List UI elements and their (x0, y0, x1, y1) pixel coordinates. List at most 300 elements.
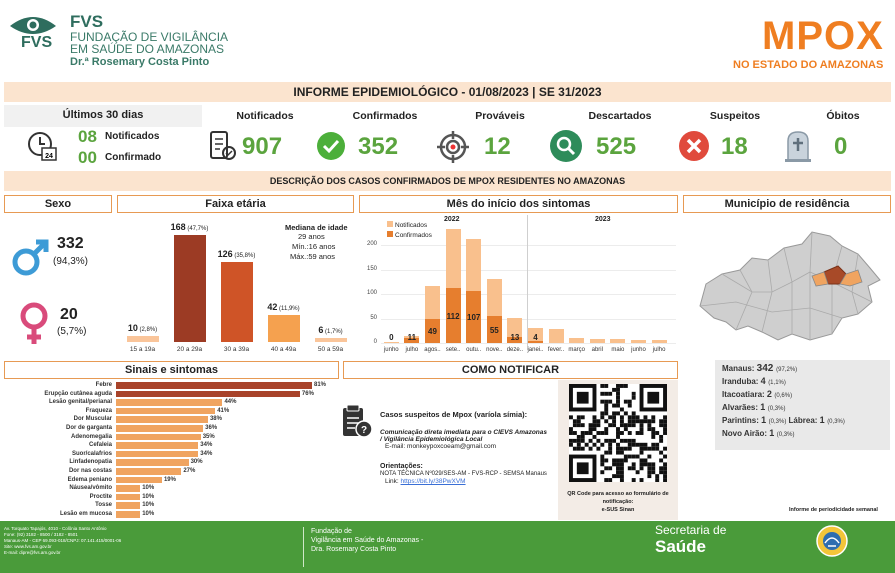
org-line-3: Dr.ª Rosemary Costa Pinto (70, 56, 210, 68)
municipio-count: 342 (756, 363, 777, 374)
sign-category-label: Náusea/vômito (69, 485, 112, 492)
municipio-row (722, 415, 892, 428)
kpi-confirmed-label: Confirmados (352, 110, 418, 122)
qr-module (600, 443, 604, 447)
qr-module (647, 462, 651, 466)
qr-caption-2: notificação: (602, 499, 634, 505)
qr-module (616, 435, 620, 439)
kpi-deaths-value: 0 (834, 133, 848, 160)
municipio-pct: (97,2%) (776, 367, 798, 373)
qr-module (640, 443, 644, 447)
calendar-number: 24 (45, 153, 53, 160)
municipio-name: Lábrea: (788, 416, 820, 425)
qr-module (663, 423, 667, 427)
qr-module (636, 431, 640, 435)
qr-module (569, 431, 573, 435)
municipio-name: Manaus: (722, 364, 757, 373)
qr-module (628, 443, 632, 447)
age-panel-title: Faixa etária (117, 195, 354, 213)
municipio-count: 4 (760, 376, 769, 386)
qr-module (616, 451, 620, 455)
qr-module (569, 443, 573, 447)
qr-module (600, 411, 604, 415)
age-bar-value: 10 (127, 322, 138, 333)
phone-clipboard-icon (203, 128, 239, 164)
qr-module (624, 427, 628, 431)
notify-link[interactable]: https://bit.ly/38PwXVM (400, 478, 466, 485)
qr-module (628, 447, 632, 451)
qr-module (640, 419, 644, 423)
qr-module (608, 443, 612, 447)
sign-pct-label: 38% (209, 416, 222, 423)
month-category-label: janei.. (527, 347, 544, 353)
sign-category-label: Febre (95, 382, 112, 388)
age-bar-pct: (11,9%) (277, 306, 300, 313)
qr-module (651, 443, 655, 447)
qr-module (643, 462, 647, 466)
qr-module (624, 439, 628, 443)
qr-module (604, 404, 608, 408)
qr-module (600, 458, 604, 462)
qr-module (632, 443, 636, 447)
qr-module (647, 392, 659, 404)
qr-module (620, 458, 624, 462)
year-2023-label: 2023 (595, 216, 611, 223)
qr-module (608, 478, 612, 482)
female-pct: (5,7%) (57, 326, 87, 337)
qr-module (663, 470, 667, 474)
qr-module (600, 415, 604, 419)
month-bar-notified (610, 339, 625, 343)
age-category-label: 40 a 49a (270, 346, 297, 353)
qr-module (581, 423, 585, 427)
kpi-discarded-value: 525 (596, 133, 637, 160)
qr-module (659, 458, 663, 462)
footer-fundacao-1: Fundação de (311, 528, 352, 535)
notify-question-mark: ? (360, 425, 368, 436)
month-confirmed-label: 112 (446, 311, 460, 321)
qr-module (593, 419, 597, 423)
qr-module (640, 466, 644, 470)
qr-module (608, 400, 612, 404)
sign-bar (116, 468, 181, 475)
municipio-name: Novo Airão: (722, 429, 770, 438)
age-bar (127, 336, 159, 342)
qr-module (659, 470, 663, 474)
age-chart (117, 215, 354, 360)
tombstone-icon (783, 129, 813, 163)
qr-module (604, 466, 608, 470)
check-circle-icon (316, 131, 346, 161)
qr-module (647, 447, 651, 451)
municipio-list (722, 363, 892, 441)
qr-module (612, 404, 616, 408)
qr-module (620, 451, 624, 455)
qr-module (600, 462, 604, 466)
qr-module (616, 396, 620, 400)
municipio-name: Alvarães: (722, 403, 761, 412)
month-ytick: 100 (366, 290, 377, 297)
municipio-pct: (0,3%) (767, 406, 786, 412)
qr-module (647, 423, 651, 427)
qr-module (604, 431, 608, 435)
qr-module (647, 470, 651, 474)
year-2022-label: 2022 (444, 216, 460, 223)
male-icon (10, 238, 50, 278)
notify-email: E-mail: monkeypoxcoeam@gmail.com (385, 443, 496, 450)
qr-module (659, 466, 663, 470)
qr-module (628, 400, 632, 404)
sign-pct-label: 19% (163, 476, 176, 483)
age-category-label: 15 a 19a (129, 346, 156, 353)
sign-pct-label: 30% (190, 459, 203, 466)
sign-pct-label: 10% (142, 485, 155, 492)
municipio-panel-title: Município de residência (683, 195, 891, 213)
qr-module (608, 392, 612, 396)
qr-module (659, 423, 663, 427)
qr-module (620, 447, 624, 451)
qr-module (604, 384, 608, 388)
month-bar-notified (384, 342, 399, 343)
qr-module (643, 447, 647, 451)
footer-address-4: Site: www.fvs.am.gov.br (4, 544, 52, 549)
month-category-label: nove.. (486, 347, 503, 353)
footer (0, 521, 895, 573)
sign-bar (116, 442, 198, 449)
age-bar-value: 126 (217, 248, 233, 259)
qr-module (608, 447, 612, 451)
qr-module (651, 415, 655, 419)
kpi-discarded-label: Descartados (588, 110, 652, 122)
qr-module (636, 470, 640, 474)
qr-module (647, 455, 651, 459)
qr-module (616, 392, 620, 396)
qr-module (612, 474, 616, 478)
qr-module (651, 435, 655, 439)
qr-module (655, 474, 659, 478)
qr-module (573, 431, 577, 435)
sign-pct-label: 10% (142, 493, 155, 500)
target-icon (436, 130, 470, 164)
qr-module (647, 427, 651, 431)
qr-module (596, 431, 600, 435)
month-ytick: 200 (366, 241, 377, 248)
qr-module (640, 478, 644, 482)
sign-bar (116, 416, 208, 423)
month-panel-title: Mês do início dos sintomas (359, 195, 678, 213)
footer-address-1: Av. Torquato Tapajós, 4010 - Colônia Santo Antônio (4, 526, 107, 531)
qr-module (600, 431, 604, 435)
sign-category-label: Dor de garganta (65, 425, 112, 431)
qr-module (616, 404, 620, 408)
qr-module (659, 451, 663, 455)
qr-module (632, 411, 636, 415)
qr-module (632, 415, 636, 419)
kpi-probable-value: 12 (484, 133, 511, 160)
qr-module (616, 427, 620, 431)
qr-module (577, 419, 581, 423)
qr-module (624, 423, 628, 427)
qr-module (589, 423, 593, 427)
notify-nota: NOTA TÉCNICA Nº029/SES-AM - FVS-RCP - SEMSA Manaus (380, 471, 547, 477)
qr-module (616, 474, 620, 478)
qr-module (647, 466, 651, 470)
sign-bar (116, 434, 201, 441)
municipio-name: Parintins: (722, 416, 762, 425)
state-coat-of-arms-icon (815, 524, 849, 558)
qr-module (573, 447, 577, 451)
qr-module (585, 443, 589, 447)
month-category-label: maio (611, 347, 625, 353)
qr-module (604, 411, 608, 415)
qr-module (640, 458, 644, 462)
age-max: Máx.:59 anos (290, 252, 336, 261)
sign-pct-label: 44% (224, 399, 237, 406)
qr-code[interactable] (569, 384, 667, 482)
qr-module (604, 451, 608, 455)
sign-bar (116, 459, 189, 466)
qr-module (636, 455, 640, 459)
qr-module (604, 458, 608, 462)
qr-module (593, 427, 597, 431)
footer-secretaria-2: Saúde (655, 537, 707, 556)
age-bar-value: 42 (267, 302, 278, 313)
org-abbr: FVS (70, 12, 104, 31)
sign-bar (116, 425, 203, 432)
sign-category-label: Adenomegalia (70, 433, 112, 440)
qr-module (616, 400, 620, 404)
qr-module (632, 423, 636, 427)
qr-module (636, 415, 640, 419)
org-line-2: EM SAÚDE DO AMAZONAS (70, 42, 225, 56)
qr-module (628, 423, 632, 427)
section-title: DESCRIÇÃO DOS CASOS CONFIRMADOS DE MPOX RESIDENTES NO AMAZONAS (4, 171, 891, 191)
qr-module (612, 415, 616, 419)
notify-panel-title: COMO NOTIFICAR (343, 361, 678, 379)
qr-module (593, 415, 597, 419)
qr-module (612, 411, 616, 415)
qr-module (616, 462, 620, 466)
municipio-row (722, 363, 892, 376)
qr-module (608, 451, 612, 455)
kpi-suspect-value: 18 (721, 133, 748, 160)
sign-bar (116, 382, 312, 389)
qr-module (628, 419, 632, 423)
age-bar-pct: (1,7%) (323, 329, 343, 336)
qr-module (616, 470, 620, 474)
legend-notified-swatch (387, 221, 393, 227)
qr-module (632, 396, 636, 400)
qr-module (620, 462, 624, 466)
notify-cases-title: Casos suspeitos de Mpox (varíola símia): (380, 410, 528, 419)
qr-module (616, 384, 620, 388)
page-title: MPOX (762, 14, 884, 58)
qr-module (589, 447, 593, 451)
sign-bar (116, 511, 140, 518)
kpi-notified-label: Notificados (236, 110, 294, 122)
last30-notified-label: Notificados (105, 131, 160, 142)
qr-module (628, 439, 632, 443)
legend-confirmed-swatch (387, 231, 393, 237)
qr-module (616, 443, 620, 447)
qr-module (577, 462, 589, 474)
qr-module (593, 435, 597, 439)
qr-module (663, 478, 667, 482)
qr-module (573, 439, 577, 443)
month-confirmed-label: 107 (467, 312, 481, 322)
qr-module (620, 431, 624, 435)
qr-module (663, 447, 667, 451)
municipio-pct: (0,3%) (827, 419, 845, 425)
month-category-label: abril (591, 347, 603, 353)
qr-module (612, 423, 616, 427)
qr-module (596, 447, 600, 451)
sign-bar (116, 399, 222, 406)
municipio-pct: (1,1%) (768, 380, 786, 386)
municipio-pct: (0,6%) (774, 393, 793, 399)
qr-module (663, 415, 667, 419)
qr-module (655, 431, 659, 435)
last-30-days-box (4, 105, 202, 127)
qr-module (581, 431, 585, 435)
qr-module (620, 419, 624, 423)
sex-panel-title: Sexo (4, 195, 112, 213)
notify-link-label: Link: (385, 478, 399, 485)
qr-module (612, 458, 616, 462)
qr-module (632, 419, 636, 423)
age-bar (268, 315, 300, 342)
qr-module (647, 474, 651, 478)
fvs-logo (8, 12, 58, 54)
informe-banner: INFORME EPIDEMIOLÓGICO - 01/08/2023 | SE 31/2023 (4, 82, 891, 102)
kpi-confirmed-value: 352 (358, 133, 399, 160)
sign-category-label: Suor/calafrios (71, 450, 112, 457)
age-bar-label (162, 222, 218, 232)
sign-bar (116, 477, 162, 484)
sign-pct-label: 76% (301, 390, 314, 397)
qr-module (600, 400, 604, 404)
sign-pct-label: 10% (142, 502, 155, 509)
sign-category-label: Fraqueza (85, 407, 112, 414)
last30-confirmed-label: Confirmado (105, 152, 162, 163)
footer-address-5: E-mail: dipre@fvs.am.gov.br (4, 550, 61, 555)
sign-pct-label: 36% (205, 425, 218, 431)
qr-module (636, 443, 640, 447)
qr-module (636, 419, 640, 423)
kpi-suspect-label: Suspeitos (709, 110, 761, 122)
age-bar-pct: (35,8%) (232, 252, 256, 259)
qr-module (608, 423, 612, 427)
qr-module (640, 462, 644, 466)
notify-comm-1: Comunicação direta imediata para o CIEVS Amazonas (380, 429, 548, 436)
qr-module (577, 443, 581, 447)
qr-module (604, 478, 608, 482)
qr-module (640, 451, 644, 455)
qr-module (632, 478, 636, 482)
qr-module (628, 415, 632, 419)
qr-module (596, 439, 600, 443)
age-min: Mín.:16 anos (292, 242, 336, 251)
qr-module (604, 439, 608, 443)
kpi-notified-value: 907 (242, 133, 283, 160)
qr-module (651, 419, 655, 423)
qr-module (655, 478, 659, 482)
qr-module (596, 423, 600, 427)
month-confirmed-label: 11 (407, 333, 417, 342)
qr-caption-3: e-SUS Sinan (601, 507, 635, 513)
month-category-label: março (568, 347, 586, 353)
qr-module (589, 431, 593, 435)
qr-module (620, 474, 624, 478)
sign-category-label: Dor Muscular (73, 416, 112, 423)
qr-module (620, 466, 624, 470)
qr-module (628, 455, 632, 459)
sign-category-label: Tosse (95, 502, 112, 509)
qr-module (577, 435, 581, 439)
last30-notified-value: 08 (78, 127, 97, 146)
notify-link-row (385, 478, 466, 485)
qr-module (659, 435, 663, 439)
sign-bar (116, 502, 140, 509)
kpi-probable-label: Prováveis (475, 110, 525, 122)
qr-module (663, 455, 667, 459)
age-bar-value: 168 (170, 221, 186, 232)
qr-module (608, 466, 612, 470)
qr-module (604, 400, 608, 404)
qr-module (616, 466, 620, 470)
footer-address-2: Fone: (92) 3182 - 8500 / 3182 - 8501 (4, 532, 78, 537)
age-bar-label (303, 325, 359, 335)
sign-pct-label: 41% (217, 407, 230, 414)
qr-module (600, 392, 604, 396)
qr-module (624, 458, 628, 462)
search-icon (549, 129, 583, 163)
month-bar-notified (569, 338, 584, 343)
qr-module (632, 392, 636, 396)
municipio-count: 1 (769, 428, 777, 438)
age-bar-value: 6 (318, 325, 324, 336)
amazonas-map (692, 222, 886, 347)
qr-module (589, 427, 593, 431)
footer-fundacao-2: Vigilância em Saúde do Amazonas - (311, 537, 424, 544)
qr-module (655, 447, 659, 451)
month-ytick: 150 (366, 265, 377, 272)
qr-module (585, 431, 589, 435)
qr-module (643, 415, 647, 419)
qr-module (604, 427, 608, 431)
age-bar-pct: (47,7%) (185, 225, 209, 232)
municipio-count: 1 (761, 415, 769, 425)
legend-notified (387, 221, 427, 229)
sign-pct-label: 34% (200, 450, 213, 457)
month-gridline (381, 343, 676, 344)
month-bar-notified (590, 339, 605, 343)
age-category-label: 30 a 39a (223, 346, 250, 353)
notify-comm-2: / Vigilância Epidemiológica Local (380, 436, 483, 443)
footer-fundacao-3: Dra. Rosemary Costa Pinto (311, 546, 397, 553)
age-category-label: 50 a 59a (317, 346, 344, 353)
age-bar-pct: (2,8%) (137, 326, 158, 333)
footer-divider (303, 527, 304, 567)
age-bar-label (256, 302, 312, 312)
month-confirmed-label: 0 (389, 333, 394, 342)
month-confirmed-label: 49 (428, 327, 437, 336)
qr-module (600, 455, 604, 459)
sign-bar (116, 408, 215, 415)
male-count: 332 (57, 235, 84, 252)
qr-module (581, 439, 585, 443)
municipio-name: Iranduba: (722, 377, 761, 386)
